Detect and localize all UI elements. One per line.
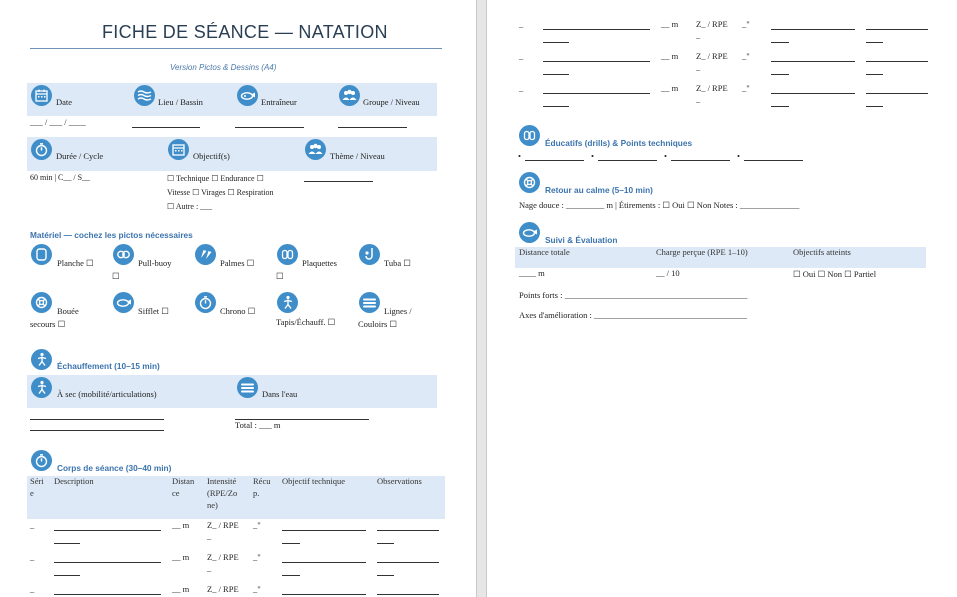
row-observations[interactable] xyxy=(377,562,439,563)
col-description: Description xyxy=(54,476,94,486)
document-subtitle: Version Pictos & Dessins (A4) xyxy=(170,63,277,72)
lignes-item-line2[interactable]: Couloirs ☐ xyxy=(358,319,398,329)
chrono-item[interactable]: Chrono ☐ xyxy=(220,306,256,316)
lane-lines-icon xyxy=(359,292,380,313)
row-intensite[interactable]: Z_ / RPE xyxy=(207,520,239,530)
col-recup: Récu xyxy=(253,476,271,486)
entraineur-label: Entraîneur xyxy=(261,97,297,107)
drill-bullet-2: • xyxy=(591,151,594,161)
lieu-field[interactable] xyxy=(132,127,200,128)
row-intensite-2[interactable]: _ xyxy=(696,30,701,40)
row-objectif[interactable] xyxy=(771,61,855,62)
lignes-item[interactable]: Lignes / xyxy=(384,306,412,316)
row-recup[interactable]: _" xyxy=(253,520,261,530)
drill-field-3[interactable] xyxy=(671,160,730,161)
stopwatch-icon xyxy=(31,450,52,471)
row-description[interactable] xyxy=(54,562,161,563)
row-recup[interactable]: _" xyxy=(253,552,261,562)
echauffement-heading: Échauffement (10–15 min) xyxy=(57,361,160,371)
kickboard-icon xyxy=(31,244,52,265)
row-description-2[interactable] xyxy=(543,42,569,43)
plaquettes-item[interactable]: Plaquettes xyxy=(302,258,337,268)
groupe-field[interactable] xyxy=(338,127,407,128)
paddles-icon xyxy=(277,244,298,265)
row-recup[interactable]: _" xyxy=(742,51,750,61)
drill-field-4[interactable] xyxy=(744,160,803,161)
row-observations[interactable] xyxy=(377,530,439,531)
row-observations[interactable] xyxy=(377,594,439,595)
col-distance-2: ce xyxy=(172,488,180,498)
col-recup-2: p. xyxy=(253,488,260,498)
fins-icon xyxy=(195,244,216,265)
row-objectif-2[interactable] xyxy=(771,106,789,107)
paddles-icon xyxy=(519,125,540,146)
drill-field-1[interactable] xyxy=(525,160,584,161)
pool-lanes-icon xyxy=(134,85,155,106)
whistle-icon xyxy=(113,292,134,313)
axes-amelioration-field[interactable]: Axes d'amélioration : ____________________________________ xyxy=(519,310,747,320)
drill-field-2[interactable] xyxy=(598,160,657,161)
sec-label: À sec (mobilité/articulations) xyxy=(57,389,157,399)
row-intensite[interactable]: Z_ / RPE xyxy=(696,19,728,29)
row-objectif[interactable] xyxy=(771,93,855,94)
row-distance[interactable]: __ m xyxy=(172,552,190,562)
suivi-charge-field[interactable]: __ / 10 xyxy=(656,268,680,278)
snorkel-icon xyxy=(359,244,380,265)
row-intensite-2[interactable]: _ xyxy=(207,563,212,573)
document-title: FICHE DE SÉANCE — NATATION xyxy=(102,22,388,42)
row-description[interactable] xyxy=(54,530,161,531)
group-icon xyxy=(305,139,326,160)
plaquettes-checkbox[interactable]: ☐ xyxy=(276,271,284,281)
sec-field-line1[interactable] xyxy=(30,419,164,420)
row-observations[interactable] xyxy=(866,61,928,62)
row-intensite-2[interactable]: _ xyxy=(696,94,701,104)
row-distance[interactable]: __ m xyxy=(661,83,679,93)
row-recup[interactable]: _" xyxy=(253,584,261,594)
lifebuoy-icon xyxy=(31,292,52,313)
palmes-item[interactable]: Palmes ☐ xyxy=(220,258,255,268)
row-description-2[interactable] xyxy=(54,543,80,544)
row-serie[interactable]: _ xyxy=(519,51,524,61)
row-description[interactable] xyxy=(543,93,650,94)
row-objectif-2[interactable] xyxy=(282,575,300,576)
row-description-2[interactable] xyxy=(543,106,569,107)
drill-bullet-1: • xyxy=(518,151,521,161)
col-intensite-2: (RPE/Zo xyxy=(207,488,238,498)
row-serie[interactable]: _ xyxy=(519,83,524,93)
row-intensite[interactable]: Z_ / RPE xyxy=(696,51,728,61)
bouee-item[interactable]: Bouée xyxy=(57,306,79,316)
row-observations[interactable] xyxy=(866,93,928,94)
row-observations-2[interactable] xyxy=(866,74,883,75)
points-forts-field[interactable]: Points forts : ___________________________________________ xyxy=(519,290,748,300)
col-distance: Distan xyxy=(172,476,195,486)
row-observations-2[interactable] xyxy=(377,543,394,544)
col-objectif: Objectif technique xyxy=(282,476,346,486)
calendar-icon xyxy=(168,139,189,160)
sec-field-line2[interactable] xyxy=(30,430,164,431)
row-objectif[interactable] xyxy=(771,29,855,30)
stretching-person-icon xyxy=(31,349,52,370)
pullbuoy-item[interactable]: Pull-buoy xyxy=(138,258,172,268)
row-recup[interactable]: _" xyxy=(742,19,750,29)
retour-line[interactable]: Nage douce : _________ m | Étirements : ☐ Oui ☐ Non Notes : ______________ xyxy=(519,200,800,210)
row-description-2[interactable] xyxy=(543,74,569,75)
row-observations[interactable] xyxy=(866,29,928,30)
row-intensite-2[interactable]: _ xyxy=(696,62,701,72)
corps-heading: Corps de séance (30–40 min) xyxy=(57,463,172,473)
stopwatch-icon xyxy=(195,292,216,313)
lieu-label: Lieu / Bassin xyxy=(158,97,203,107)
bouee-item-line2[interactable]: secours ☐ xyxy=(30,319,66,329)
educatifs-heading: Éducatifs (drills) & Points techniques xyxy=(545,138,693,148)
page-left xyxy=(0,0,476,597)
stretching-person-icon xyxy=(31,377,52,398)
suivi-objectifs-field[interactable]: ☐ Oui ☐ Non ☐ Partiel xyxy=(793,269,877,279)
row-observations-2[interactable] xyxy=(866,42,883,43)
theme-field[interactable] xyxy=(304,181,373,182)
row-intensite[interactable]: Z_ / RPE xyxy=(207,552,239,562)
row-distance[interactable]: __ m xyxy=(661,51,679,61)
row-description[interactable] xyxy=(543,29,650,30)
materiel-heading: Matériel — cochez les pictos nécessaires xyxy=(30,230,193,240)
row-observations-2[interactable] xyxy=(377,575,394,576)
row-distance[interactable]: __ m xyxy=(661,19,679,29)
tuba-item[interactable]: Tuba ☐ xyxy=(384,258,411,268)
objectif-options-3[interactable]: ☐ Autre : ___ xyxy=(167,202,213,211)
row-intensite[interactable]: Z_ / RPE xyxy=(207,584,239,594)
suivi-col-objectifs: Objectifs atteints xyxy=(793,247,851,257)
row-intensite[interactable]: Z_ / RPE xyxy=(696,83,728,93)
suivi-distance-field[interactable]: ____ m xyxy=(519,268,545,278)
objectif-options-1[interactable]: ☐ Technique ☐ Endurance ☐ xyxy=(167,174,264,183)
date-field[interactable]: ___ / ___ / ____ xyxy=(30,117,86,127)
sifflet-item[interactable]: Sifflet ☐ xyxy=(138,306,169,316)
row-objectif[interactable] xyxy=(282,594,366,595)
page-right xyxy=(487,0,957,597)
col-intensite: Intensité xyxy=(207,476,237,486)
groupe-label: Groupe / Niveau xyxy=(363,97,420,107)
whistle-icon xyxy=(519,222,540,243)
row-distance[interactable]: __ m xyxy=(172,520,190,530)
row-serie[interactable]: _ xyxy=(30,552,35,562)
row-objectif-2[interactable] xyxy=(771,74,789,75)
lane-lines-icon xyxy=(237,377,258,398)
row-intensite-2[interactable]: _ xyxy=(207,531,212,541)
duree-field[interactable]: 60 min | C__ / S__ xyxy=(30,173,91,182)
drill-bullet-3: • xyxy=(664,151,667,161)
date-label: Date xyxy=(56,97,73,107)
suivi-col-charge: Charge perçue (RPE 1–10) xyxy=(656,247,748,257)
drill-bullet-4: • xyxy=(737,151,740,161)
row-objectif[interactable] xyxy=(282,530,366,531)
col-serie: Séri xyxy=(30,476,44,486)
row-objectif[interactable] xyxy=(282,562,366,563)
entraineur-field[interactable] xyxy=(235,127,304,128)
row-serie[interactable]: _ xyxy=(30,520,35,530)
row-description-2[interactable] xyxy=(54,575,80,576)
row-distance[interactable]: __ m xyxy=(172,584,190,594)
objectif-options-2[interactable]: Vitesse ☐ Virages ☐ Respiration xyxy=(167,188,274,197)
pullbuoy-checkbox[interactable]: ☐ xyxy=(112,271,120,281)
row-description[interactable] xyxy=(54,594,161,595)
page-gutter xyxy=(476,0,487,597)
calendar-icon xyxy=(31,85,52,106)
planche-item[interactable]: Planche ☐ xyxy=(57,258,94,268)
pullbuoy-icon xyxy=(113,244,134,265)
lifebuoy-icon xyxy=(519,172,540,193)
whistle-icon xyxy=(237,85,258,106)
stretching-person-icon xyxy=(277,292,298,313)
echauffement-total[interactable]: Total : ___ m xyxy=(235,420,281,430)
row-recup[interactable]: _" xyxy=(742,83,750,93)
col-intensite-3: ne) xyxy=(207,500,218,510)
group-icon xyxy=(339,85,360,106)
row-serie[interactable]: _ xyxy=(30,584,35,594)
duree-label: Durée / Cycle xyxy=(56,151,104,161)
title-divider xyxy=(30,48,442,49)
col-observations: Observations xyxy=(377,476,422,486)
eau-label: Dans l'eau xyxy=(262,389,298,399)
row-objectif-2[interactable] xyxy=(282,543,300,544)
retour-heading: Retour au calme (5–10 min) xyxy=(545,185,653,195)
row-serie[interactable]: _ xyxy=(519,19,524,29)
row-description[interactable] xyxy=(543,61,650,62)
suivi-heading: Suivi & Évaluation xyxy=(545,235,618,245)
suivi-col-distance: Distance totale xyxy=(519,247,570,257)
row-observations-2[interactable] xyxy=(866,106,883,107)
objectif-label: Objectif(s) xyxy=(193,151,230,161)
stopwatch-icon xyxy=(31,139,52,160)
row-objectif-2[interactable] xyxy=(771,42,789,43)
col-serie-2: e xyxy=(30,488,34,498)
tapis-item[interactable]: Tapis/Échauff. ☐ xyxy=(276,317,336,327)
theme-label: Thème / Niveau xyxy=(330,151,385,161)
